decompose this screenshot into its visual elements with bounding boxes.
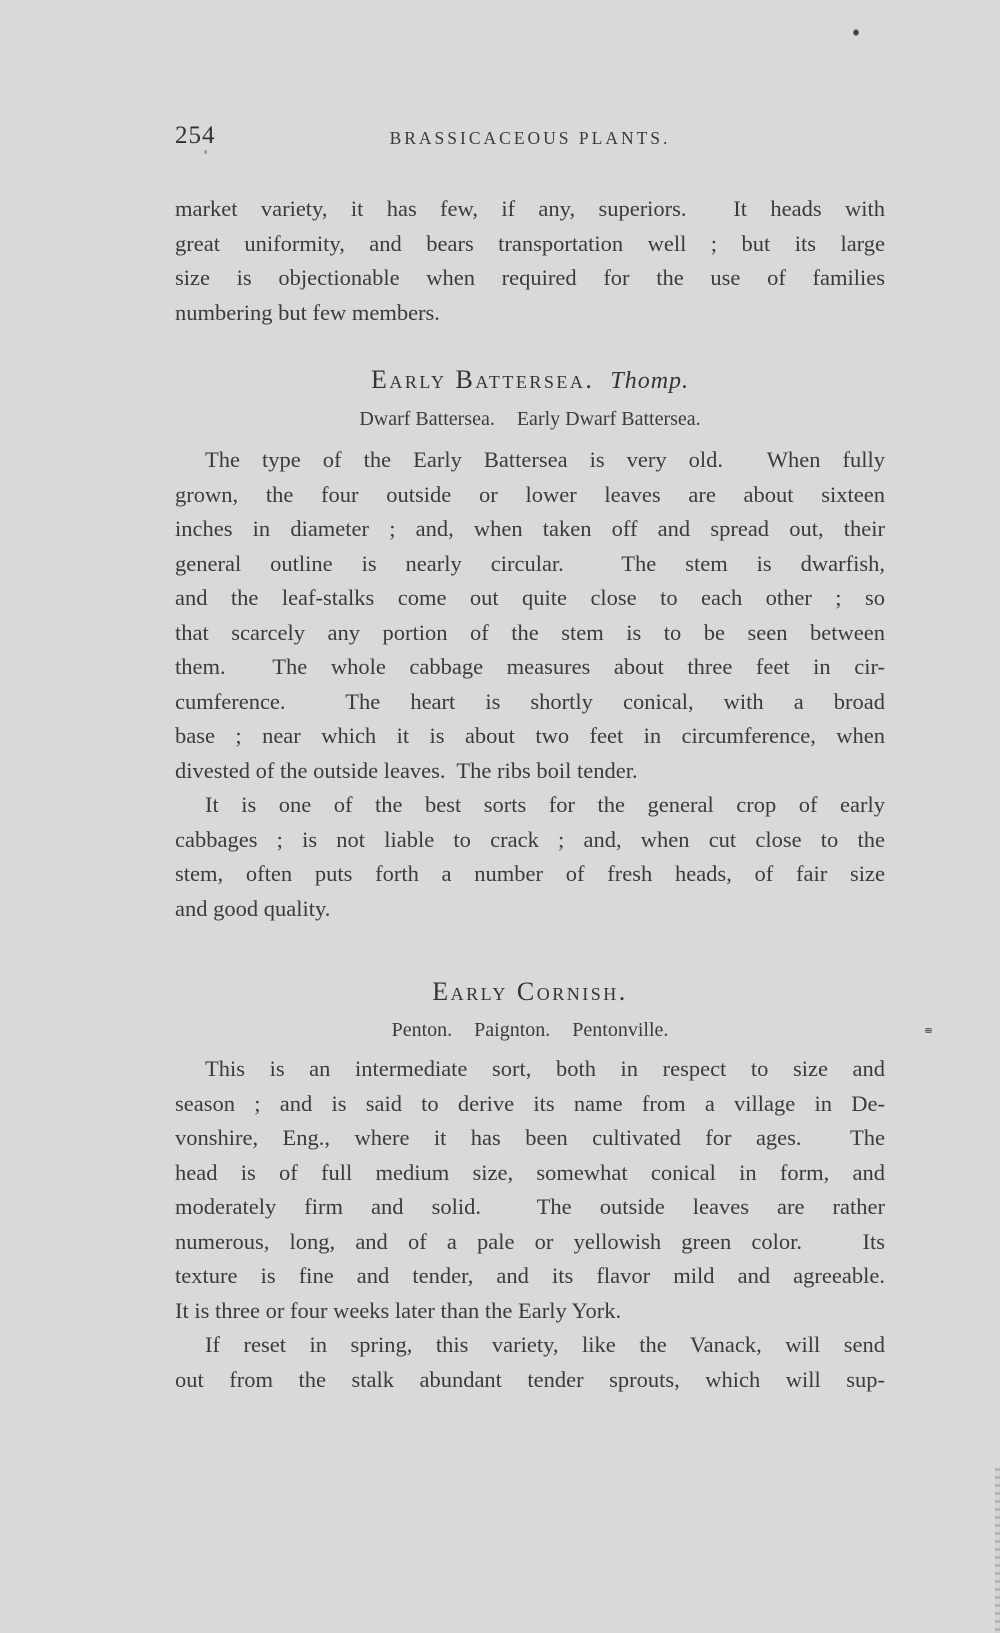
text-line: It is one of the best sorts for the general crop of early: [205, 792, 885, 817]
authority-abbreviation: Thomp.: [610, 368, 690, 394]
battersea-paragraph-2: [175, 788, 885, 926]
synonym: Paignton.: [474, 1019, 551, 1041]
text-line: moderately firm and solid. The outside leaves are rather: [175, 1194, 885, 1219]
cornish-paragraph-1: [175, 1052, 885, 1328]
text-line: The type of the Early Battersea is very old. When fully: [205, 447, 885, 472]
variety-title: Early Cornish.: [432, 977, 628, 1006]
cornish-paragraph-2: [175, 1328, 885, 1397]
text-line: great uniformity, and bears transportation well ; but its large: [175, 230, 885, 256]
running-head: BRASSICACEOUS PLANTS.: [389, 128, 671, 148]
dust-speck: [925, 1028, 932, 1033]
synonym: Early Dwarf Battersea.: [516, 408, 701, 430]
section-heading-cornish: [175, 975, 885, 1009]
text-line: inches in diameter ; and, when taken off and spread out, their: [175, 516, 885, 541]
text-line: grown, the four outside or lower leaves are about sixteen: [175, 481, 885, 507]
text-line: general outline is nearly circular. The stem is dwarfish,: [175, 550, 885, 576]
text-line: and good quality.: [175, 895, 331, 921]
page-number: 254: [175, 122, 216, 149]
text-line: out from the stalk abundant tender sprouts, which will sup-: [175, 1366, 885, 1392]
text-line: base ; near which it is about two feet in circumference, when: [175, 723, 885, 748]
text-line: vonshire, Eng., where it has been cultivated for ages. The: [175, 1125, 885, 1150]
text-line: and the leaf-stalks come out quite close to each other ; so: [175, 585, 885, 610]
text-line: It is three or four weeks later than the Early York.: [175, 1297, 622, 1323]
synonym: Dwarf Battersea.: [359, 408, 495, 430]
text-line: size is objectionable when required for the use of families: [175, 265, 885, 290]
battersea-paragraph-1: [175, 443, 885, 788]
synonym-line-cornish: [175, 1016, 885, 1044]
dust-speck: [204, 150, 207, 154]
page-header: [175, 122, 885, 154]
text-line: numerous, long, and of a pale or yellowish green color. Its: [175, 1228, 885, 1254]
synonym-line-battersea: [175, 405, 885, 433]
synonym: Penton.: [391, 1019, 453, 1041]
intro-paragraph: [175, 192, 885, 330]
scan-edge-artifact: [995, 1468, 1000, 1633]
text-line: divested of the outside leaves. The ribs boil tender.: [175, 757, 638, 783]
dust-speck: [853, 29, 859, 36]
text-line: market variety, it has few, if any, superiors. It heads with: [175, 196, 885, 221]
text-line: texture is fine and tender, and its flavor mild and agreeable.: [175, 1263, 885, 1288]
text-line: cumference. The heart is shortly conical, with a broad: [175, 688, 885, 714]
text-line: cabbages ; is not liable to crack ; and, when cut close to the: [175, 826, 885, 852]
text-line: season ; and is said to derive its name from a village in De-: [175, 1090, 885, 1116]
text-line: head is of full medium size, somewhat conical in form, and: [175, 1159, 885, 1185]
variety-title: Early Battersea.: [370, 365, 595, 394]
synonym: Pentonville.: [572, 1019, 669, 1041]
text-line: that scarcely any portion of the stem is to be seen between: [175, 619, 885, 645]
text-line: them. The whole cabbage measures about three feet in cir-: [175, 654, 885, 679]
text-line: This is an intermediate sort, both in respect to size and: [205, 1056, 885, 1081]
text-line: numbering but few members.: [175, 299, 440, 325]
section-heading-battersea: [175, 363, 885, 397]
text-line: stem, often puts forth a number of fresh heads, of fair size: [175, 861, 885, 886]
text-line: If reset in spring, this variety, like the Vanack, will send: [205, 1332, 885, 1357]
